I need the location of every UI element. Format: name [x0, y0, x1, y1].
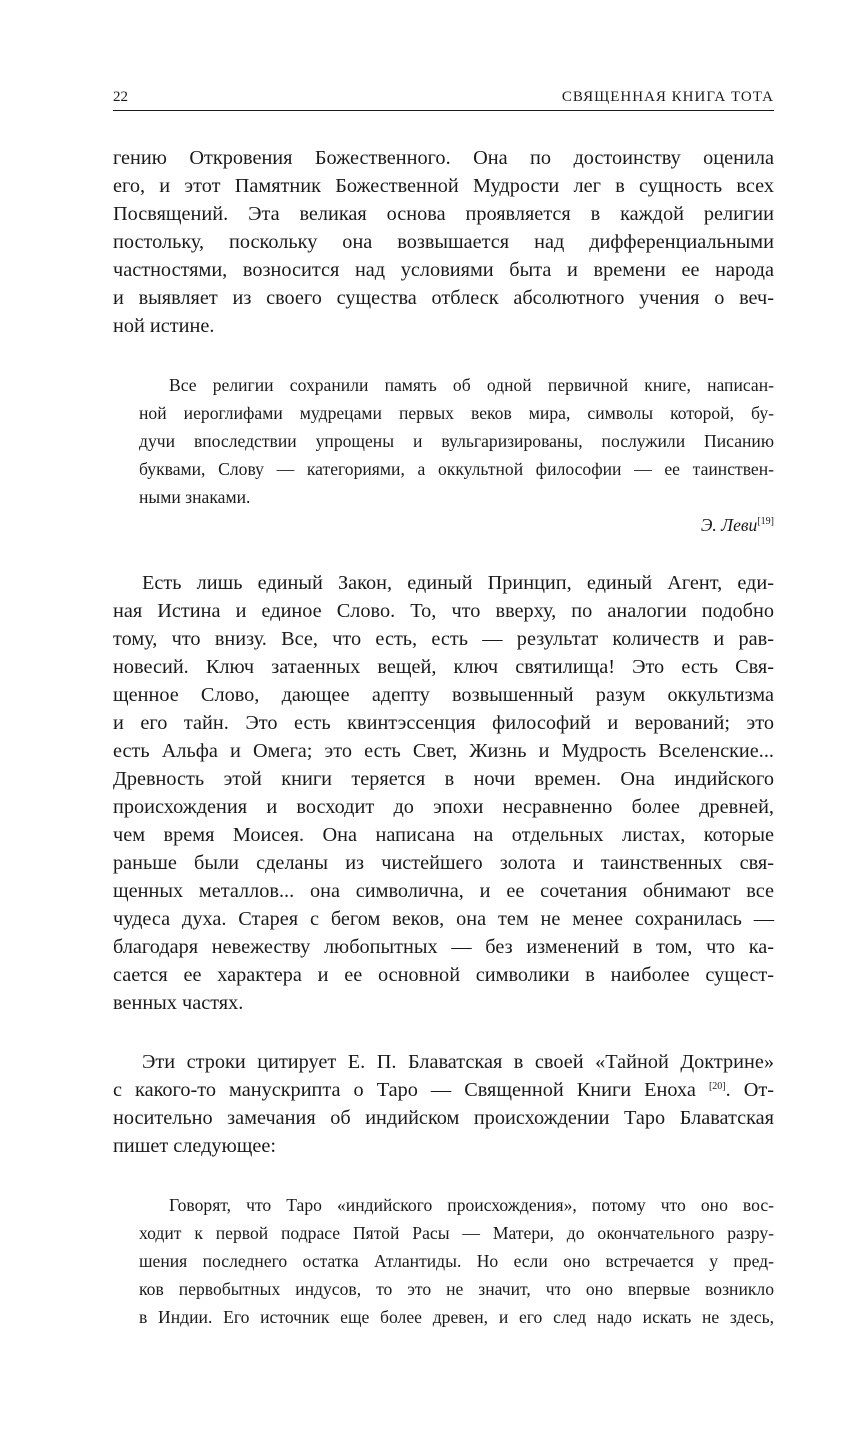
- text-line: тому, что внизу. Все, что есть, есть — результат количеств и рав-: [113, 628, 774, 650]
- text-line: чем время Моисея. Она написана на отдельных листах, которые: [113, 824, 774, 846]
- text-line: благодаря невежеству любопытных — без изменений в том, что ка-: [113, 936, 774, 958]
- text-line: частностями, возносится над условиями быта и времени ее народа: [113, 259, 774, 281]
- quote-line: ков первобытных индусов, то это не значит, что оно впервые возникло: [139, 1279, 774, 1299]
- quote-line: Говорят, что Таро «индийского происхождения», потому что оно вос-: [169, 1195, 774, 1215]
- quote-author: [701, 511, 774, 539]
- footnote-ref-20[interactable]: [20]: [708, 1081, 726, 1092]
- text-line: щенное Слово, дающее адепту возвышенный разум оккультизма: [113, 684, 774, 706]
- text-line: пишет следующее:: [113, 1135, 276, 1157]
- text-line: венных частях.: [113, 992, 244, 1014]
- quote-line: ными знаками.: [139, 487, 251, 507]
- quote-line: ходит к первой подрасе Пятой Расы — Матери, до окончательного разру-: [139, 1223, 774, 1243]
- quote-line: в Индии. Его источник еще более древен, и его след надо искать не здесь,: [139, 1307, 774, 1327]
- text-line: ная Истина и единое Слово. То, что вверху, по аналогии подобно: [113, 600, 774, 622]
- text-line: и выявляет из своего существа отблеск абсолютного учения о веч-: [113, 287, 774, 309]
- footnote-ref-19[interactable]: [19]: [757, 516, 774, 527]
- page-number: 22: [113, 89, 128, 105]
- text-fragment: с какого-то манускрипта о Таро — Священной Книги Еноха: [113, 1079, 709, 1101]
- text-line: чудеса духа. Старея с бегом веков, она тем не менее сохранилась —: [113, 908, 774, 930]
- text-line: Посвящений. Эта великая основа проявляется в каждой религии: [113, 203, 774, 225]
- text-line: щенных металлов... она символична, и ее сочетания обнимают все: [113, 880, 774, 902]
- text-line: постольку, поскольку она возвышается над дифференциальными: [113, 231, 774, 253]
- text-line: носительно замечания об индийском происхождении Таро Блаватская: [113, 1107, 774, 1129]
- quote-line: буквами, Слову — категориями, а оккультной философии — ее таинствен-: [139, 459, 774, 479]
- text-fragment: . От-: [725, 1079, 774, 1101]
- quote-line: шения последнего остатка Атлантиды. Но если оно встречается у пред-: [139, 1251, 774, 1271]
- quote-line: дучи впоследствии упрощены и вульгаризированы, послужили Писанию: [139, 431, 774, 451]
- author-name: Э. Леви: [700, 515, 758, 535]
- quote-line: ной иероглифами мудрецами первых веков мира, символы которой, бу-: [139, 403, 774, 423]
- text-line: новесий. Ключ затаенных вещей, ключ святилища! Это есть Свя-: [113, 656, 774, 678]
- text-line: есть Альфа и Омега; это есть Свет, Жизнь и Мудрость Вселенские...: [113, 740, 774, 762]
- page-header: [113, 88, 774, 111]
- running-title: СВЯЩЕННАЯ КНИГА ТОТА: [561, 89, 774, 105]
- text-line: и его тайн. Это есть квинтэссенция философий и верований; это: [113, 712, 774, 734]
- quote-line: Все религии сохранили память об одной первичной книге, написан-: [169, 375, 774, 395]
- text-line: ной истине.: [113, 315, 215, 337]
- text-line: сается ее характера и ее основной символики в наиболее сущест-: [113, 964, 774, 986]
- text-line: Древность этой книги теряется в ночи времен. Она индийского: [113, 768, 774, 790]
- text-line: происхождения и восходит до эпохи несравненно более древней,: [113, 796, 774, 818]
- text-line: Есть лишь единый Закон, единый Принцип, единый Агент, еди-: [142, 572, 774, 594]
- text-line: его, и этот Памятник Божественной Мудрости лег в сущность всех: [113, 175, 774, 197]
- text-line: [113, 1076, 774, 1104]
- text-line: раньше были сделаны из чистейшего золота и таинственных свя-: [113, 852, 774, 874]
- text-line: гению Откровения Божественного. Она по достоинству оценила: [113, 147, 774, 169]
- text-line: Эти строки цитирует Е. П. Блаватская в своей «Тайной Доктрине»: [142, 1051, 774, 1073]
